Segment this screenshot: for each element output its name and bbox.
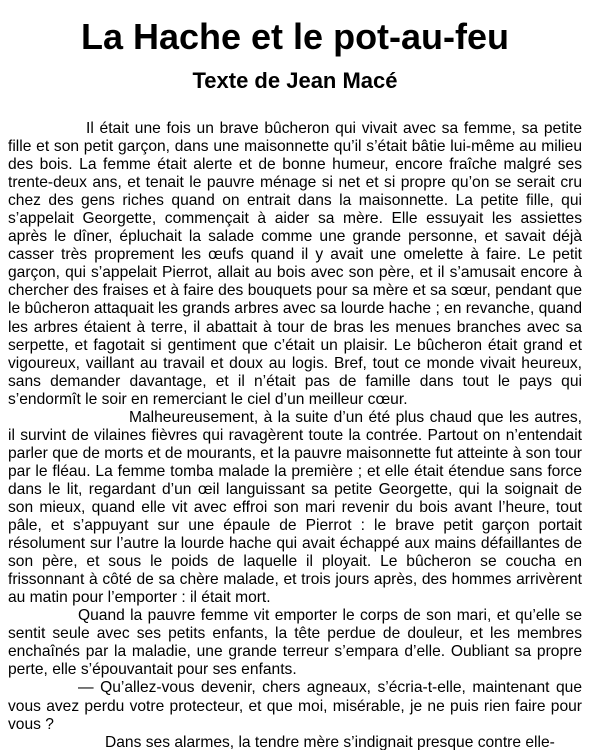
page-title: La Hache et le pot-au-feu [80, 16, 510, 57]
story-body [8, 120, 582, 750]
paragraph: Malheureusement, à la suite d’un été plus chaud que les autres, il survint de vilaines fièvres qui ravagèrent toute la contrée. Partout on n’entendait parler que de morts et de mourants, et la pauvre maisonnette fut atteinte à son tour par le fléau. La femme tomba malade la première ; et elle était étendue sans force dans le lit, regardant d’un œil languissant sa petite Georgette, qui la soignait de son mieux, quand elle vit avec effroi son mari revenir du bois avant l’heure, tout pâle, et s’appuyant sur une épaule de Pierrot : le brave petit garçon portait résolument sur l’autre la lourde hache qui avait échappé aux mains défaillantes de son père, et sous le poids de laquelle il ployait. Le bûcheron se coucha en frissonnant à côté de sa chère malade, et trois jours après, des hommes arrivèrent au matin pour l’emporter : il était mort. [8, 408, 582, 607]
paragraph: Il était une fois un brave bûcheron qui vivait avec sa femme, sa petite fille et son petit garçon, dans une maisonnette qu’il s’était bâtie lui-même au milieu des bois. La femme était alerte et de bonne humeur, encore fraîche malgré ses trente-deux ans, et tenait le pauvre ménage si net et si propre qu’on se serait cru chez des gens riches quand on entrait dans la maisonnette. La petite fille, qui s’appelait Georgette, commençait à aider sa mère. Elle essuyait les assiettes après le dîner, épluchait la salade comme une grande personne, et savait déjà casser très proprement les œufs quand il y avait une omelette à faire. Le petit garçon, qui s’appelait Pierrot, allait au bois avec son père, et il s’amusait encore à chercher des fraises et à faire des bouquets pour sa mère et sa sœur, pendant que le bûcheron attaquait les grands arbres avec sa lourde hache ; en revanche, quand les arbres étaient à terre, il abattait à tour de bras les menues branches avec sa serpette, et fagotait si gentiment que c’était un plaisir. Le bûcheron était grand et vigoureux, vaillant au travail et doux au logis. Bref, tout ce monde vivait heureux, sans demander davantage, et il n’était pas de famille dans tout le pays qui s’endormît le soir en remerciant le ciel d’un meilleur cœur. [8, 120, 582, 408]
paragraph: Quand la pauvre femme vit emporter le corps de son mari, et qu’elle se sentit seule avec ses petits enfants, la tête perdue de douleur, et les membres enchaînés par la maladie, une grande terreur s’empara d’elle. Oubliant sa propre perte, elle s’épouvantait pour ses enfants. [8, 607, 582, 679]
paragraph: — Qu’allez-vous devenir, chers agneaux, s’écria-t-elle, maintenant que vous avez perdu votre protecteur, et que moi, misérable, je ne puis rien faire pour vous ? [8, 679, 582, 733]
paragraph: Dans ses alarmes, la tendre mère s’indignait presque contre elle- [105, 733, 555, 750]
page-subtitle: Texte de Jean Macé [192, 68, 398, 93]
